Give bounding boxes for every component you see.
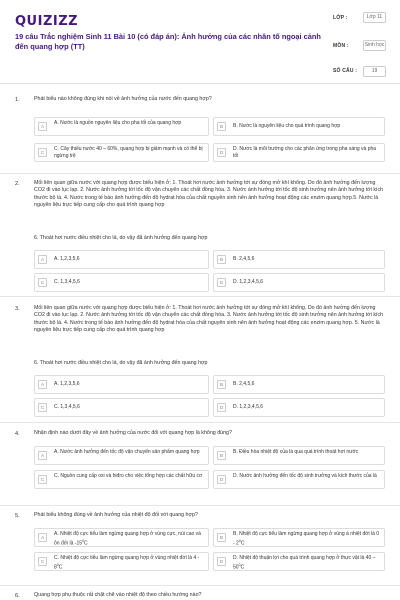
question-number: 2. — [15, 181, 20, 187]
question-text: Phát biểu không đúng về ảnh hưởng của nhiệt độ đối với quang hợp? — [34, 512, 198, 518]
option-a[interactable] — [34, 117, 209, 136]
option-text: C. Nhiệt độ cực tiểu làm ngừng quang hợp ở vùng nhiệt đới là $4 - 8^0C$ — [54, 555, 200, 571]
question-number: 4. — [15, 431, 20, 437]
option-d[interactable] — [213, 470, 385, 489]
option-d[interactable] — [213, 552, 385, 571]
divider — [0, 173, 400, 174]
page-header — [0, 0, 400, 84]
divider — [0, 296, 400, 297]
class-label: LỚP : — [333, 15, 348, 21]
question-number: 5. — [15, 513, 20, 519]
option-letter: C — [38, 557, 47, 566]
option-text: C. 1,3,4,5,6 — [54, 404, 80, 410]
option-text: A. Nước ảnh hưởng đến tốc độ vận chuyển sản phẩm quang hợp — [54, 449, 200, 455]
divider — [0, 585, 400, 586]
option-a[interactable] — [34, 528, 209, 547]
option-letter: A — [38, 122, 47, 131]
option-letter: D — [217, 557, 226, 566]
option-letter: D — [217, 475, 226, 484]
option-text: B. Điều hòa nhiệt độ của lá qua quá trình thoát hơi nước — [233, 449, 359, 455]
option-a[interactable] — [34, 446, 209, 465]
option-letter: A — [38, 255, 47, 264]
option-text: A. 1,2,3,5,6 — [54, 381, 80, 387]
question-number: 6. — [15, 593, 20, 599]
subject-label: MÔN : — [333, 43, 349, 49]
option-d[interactable] — [213, 273, 385, 292]
option-letter: D — [217, 403, 226, 412]
option-c[interactable] — [34, 273, 209, 292]
quizizz-logo[interactable]: QUIZIZZ — [15, 14, 79, 29]
option-text: A. Nước là nguồn nguyên liệu cho pha tối của quang hợp — [54, 120, 182, 126]
option-text: A. Nhiệt độ cực tiểu làm ngừng quang hợp ở vùng cực, núi cao và ôn đới là $-15^0C$ — [54, 531, 201, 547]
option-text: D. 1,2,3,4,5,6 — [233, 279, 264, 285]
option-d[interactable] — [213, 143, 385, 162]
option-text: C. Cây thiếu nước 40 – 60%, quang hợp bị giảm mạnh và có thể bị ngừng trệ — [54, 146, 203, 159]
question-text: Phát biểu nào không đúng khi nói về ảnh hưởng của nước đến quang hợp? — [34, 96, 212, 102]
option-text: D. Nhiệt độ thuận lợi cho quá trình quang hợp ở thực vật là $40 - 50^0C$ — [233, 555, 376, 571]
option-c[interactable] — [34, 470, 209, 489]
count-value: 19 — [363, 66, 386, 77]
class-value: Lớp 11 — [363, 12, 386, 23]
option-text: B. 2,4,5,6 — [233, 256, 255, 262]
option-letter: A — [38, 380, 47, 389]
count-label: SỐ CÂU : — [333, 68, 358, 74]
option-text: C. 1,3,4,5,6 — [54, 279, 80, 285]
question-text: Mối liên quan giữa nước với quang hợp được biểu hiện ở: 1. Thoát hơi nước ảnh hưởng tới sự đóng mở khí khổng. Do đó ảnh hưởng đến lượng CO2 đi vào lục lạp. 2. Nước ảnh hưởng tới tốc độ vận chuyển các chất đồng hóa. 3. Nước ảnh hưởng tới tốc độ sinh trưởng nên ảnh hưởng tới kích thước bộ lá. 4. Nước trong tế bào ảnh hưởng đến độ hydrat hóa của chất nguyên sinh nên ảnh hưởng hoạt động các enzim quang hợp. 5. Nước là nguyên liệu trực tiếp cung cấp cho quá trình quang hợp — [34, 305, 384, 334]
option-letter: B — [217, 533, 226, 542]
option-text: D. Nước là môi trường cho các phản ứng trong pha sáng và pha tối — [233, 146, 377, 159]
option-c[interactable] — [34, 552, 209, 571]
page-title: 19 câu Trắc nghiệm Sinh 11 Bài 10 (có đáp án): Ảnh hưởng của các nhân tố ngoại cảnh đến quang hợp (TT) — [15, 32, 321, 51]
question-subtext: 6. Thoát hơi nước điều nhiệt cho lá, do vậy đã ảnh hưởng đến quang hợp — [34, 235, 208, 241]
option-letter: C — [38, 278, 47, 287]
option-letter: B — [217, 255, 226, 264]
option-letter: C — [38, 403, 47, 412]
question-number: 3. — [15, 306, 20, 312]
option-b[interactable] — [213, 375, 385, 394]
option-letter: B — [217, 122, 226, 131]
option-c[interactable] — [34, 143, 209, 162]
option-letter: C — [38, 475, 47, 484]
question-text: Nhận định nào dưới đây về ảnh hưởng của nước đối với quang hợp là không đúng? — [34, 430, 232, 436]
question-text: Mối liên quan giữa nước với quang hợp được biểu hiện ở: 1. Thoát hơi nước ảnh hưởng tới sự đóng mở khí khổng. Do đó ảnh hưởng đến lượng CO2 đi vào lục lạp. 2. Nước ảnh hưởng tới tốc độ vận chuyển các chất đồng hóa. 3. Nước ảnh hưởng tới tốc độ sinh trưởng nên ảnh hưởng tới kích thước bộ lá. 4. Nước trong tế bào ảnh hưởng đến độ hydrat hóa của chất nguyên sinh nên ảnh hưởng hoạt động các enzim quang hợp.5. Nước là nguyên liệu trực tiếp cung cấp cho quá trình quang hợp — [34, 180, 384, 209]
option-letter: D — [217, 148, 226, 157]
option-text: D. 1,2,3,4,5,6 — [233, 404, 264, 410]
option-b[interactable] — [213, 446, 385, 465]
option-a[interactable] — [34, 375, 209, 394]
option-text: B. 2,4,5,6 — [233, 381, 255, 387]
option-letter: D — [217, 278, 226, 287]
option-text: A. 1,2,3,5,6 — [54, 256, 80, 262]
question-subtext: 6. Thoát hơi nước điều nhiệt cho lá, do vậy đã ảnh hưởng đến quang hợp — [34, 360, 208, 366]
option-text: D. Nước ảnh hưởng đến tốc độ sinh trưởng và kích thước của lá — [233, 473, 377, 479]
option-letter: B — [217, 451, 226, 460]
divider — [0, 422, 400, 423]
option-text: B. Nước là nguyên liệu cho quá trình quang hợp — [233, 123, 341, 129]
option-b[interactable] — [213, 528, 385, 547]
divider — [0, 505, 400, 506]
option-letter: C — [38, 148, 47, 157]
option-b[interactable] — [213, 117, 385, 136]
option-letter: B — [217, 380, 226, 389]
option-b[interactable] — [213, 250, 385, 269]
option-letter: A — [38, 451, 47, 460]
question-text: Quang hợp phụ thuộc rất chặt chẽ vào nhiệt độ theo chiều hướng nào? — [34, 592, 202, 598]
subject-value: Sinh học — [363, 40, 386, 51]
option-a[interactable] — [34, 250, 209, 269]
option-text: C. Nguồn cung cấp oxi và hiđro cho việc tổng hợp các chất hữu cơ — [54, 473, 203, 479]
option-letter: A — [38, 533, 47, 542]
option-c[interactable] — [34, 398, 209, 417]
question-number: 1. — [15, 97, 20, 103]
option-text: B. Nhiệt độ cực tiểu làm ngừng quang hợp ở vùng á nhiệt đới là $0 - 2^0C$ — [233, 531, 380, 547]
option-d[interactable] — [213, 398, 385, 417]
